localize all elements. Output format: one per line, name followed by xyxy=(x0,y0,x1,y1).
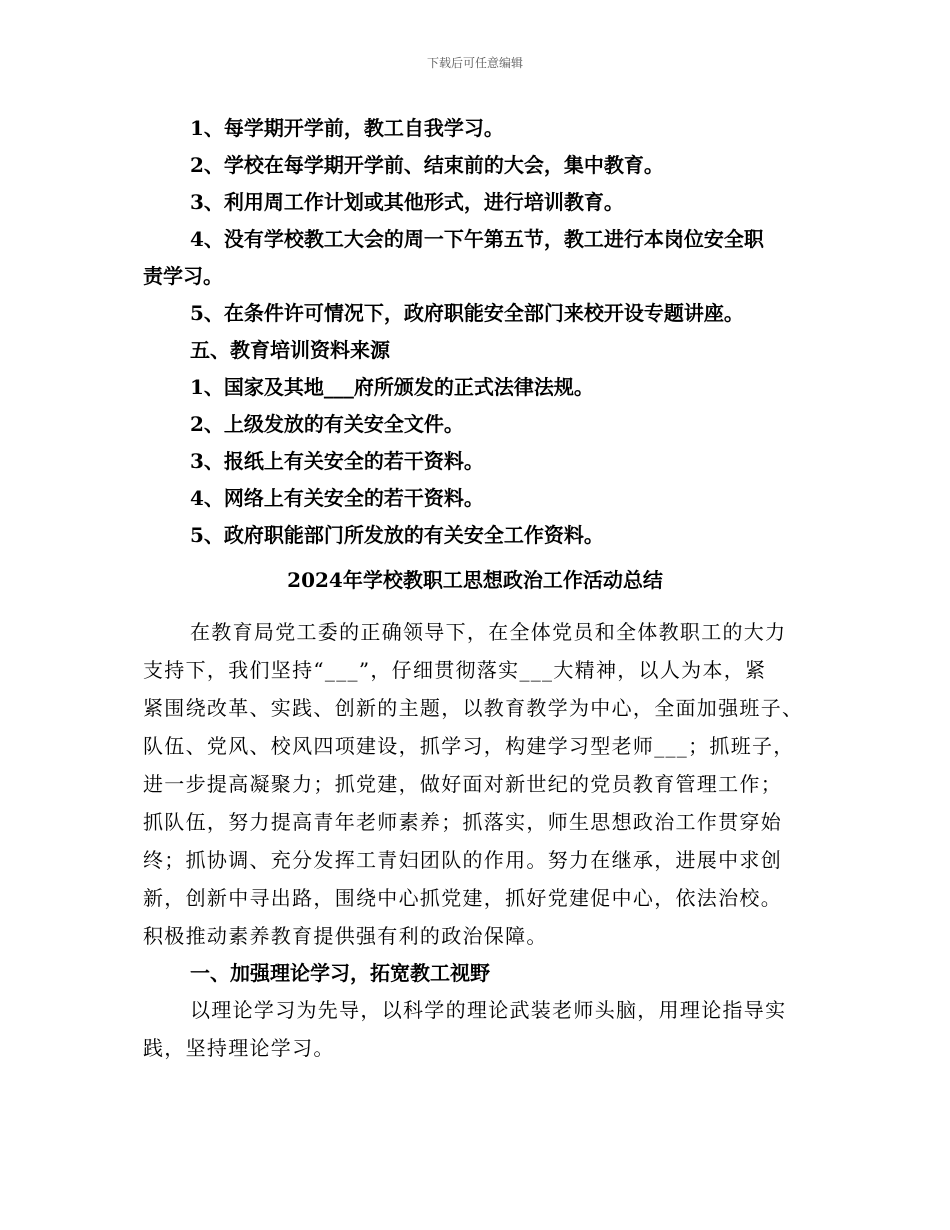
intro-line-6: 抓队伍，努力提高青年老师素养；抓落实，师生思想政治工作贯穿始 xyxy=(143,810,782,834)
intro-line-4: 队伍、党风、校风四项建设，抓学习，构建学习型老师___；抓班子， xyxy=(143,734,795,758)
source-item-1: 1、国家及其地___府所颁发的正式法律法规。 xyxy=(190,375,594,399)
training-form-5: 5、在条件许可情况下，政府职能安全部门来校开设专题讲座。 xyxy=(190,301,744,325)
intro-line-1: 在教育局党工委的正确领导下，在全体党员和全体教职工的大力 xyxy=(190,620,787,644)
intro-line-2: 支持下，我们坚持“___”，仔细贯彻落实___大精神，以人为本，紧 xyxy=(143,658,767,682)
training-form-1: 1、每学期开学前，教工自我学习。 xyxy=(190,116,504,140)
source-item-5: 5、政府职能部门所发放的有关安全工作资料。 xyxy=(190,523,604,547)
section-one-line-1: 以理论学习为先导，以科学的理论武装老师头脑，用理论指导实 xyxy=(190,998,787,1022)
source-item-3: 3、报纸上有关安全的若干资料。 xyxy=(190,449,484,473)
training-form-2: 2、学校在每学期开学前、结束前的大会，集中教育。 xyxy=(190,153,664,177)
training-form-3: 3、利用周工作计划或其他形式，进行培训教育。 xyxy=(190,190,624,214)
intro-line-3: 紧围绕改革、实践、创新的主题，以教育教学为中心，全面加强班子、 xyxy=(143,696,804,720)
intro-line-7: 终；抓协调、充分发挥工青妇团队的作用。努力在继承，进展中求创 xyxy=(143,848,782,872)
section-one-line-2: 践，坚持理论学习。 xyxy=(143,1036,335,1060)
source-item-4: 4、网络上有关安全的若干资料。 xyxy=(190,486,484,510)
training-form-4-continued: 责学习。 xyxy=(143,264,223,288)
page-header: 下载后可任意编辑 xyxy=(426,56,523,70)
article-title: 2024年学校教职工思想政治工作活动总结 xyxy=(287,568,663,592)
section-one-heading: 一、加强理论学习，拓宽教工视野 xyxy=(190,961,490,985)
source-item-2: 2、上级发放的有关安全文件。 xyxy=(190,412,464,436)
intro-line-8: 新，创新中寻出路，围绕中心抓党建，抓好党建促中心，依法治校。 xyxy=(143,886,782,910)
intro-line-9: 积极推动素养教育提供强有利的政治保障。 xyxy=(143,924,548,948)
section-five-heading: 五、教育培训资料来源 xyxy=(190,338,390,362)
intro-line-5: 进一步提高凝聚力；抓党建，做好面对新世纪的党员教育管理工作； xyxy=(143,772,782,796)
training-form-4: 4、没有学校教工大会的周一下午第五节，教工进行本岗位安全职 xyxy=(190,227,764,251)
